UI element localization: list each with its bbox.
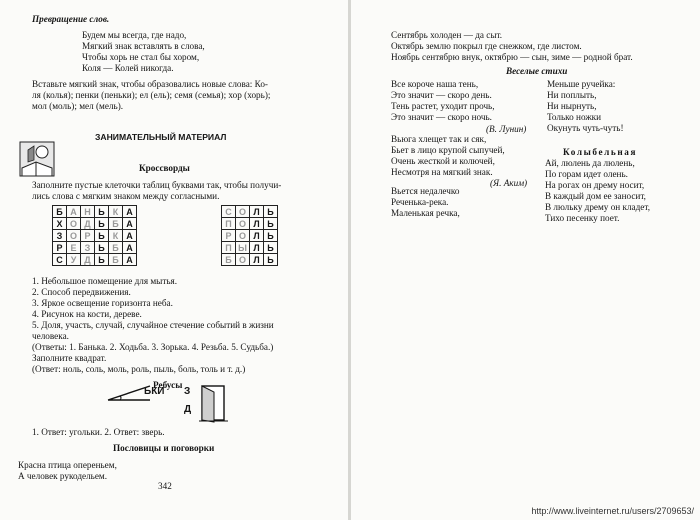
proverb-line: А человек рукодельем.	[18, 471, 108, 481]
month-line: Ноябрь сентябрю внук, октябрю — сын, зиме — родной брат.	[391, 52, 633, 62]
grid-cell: О	[67, 218, 81, 230]
poem-line: Вьюга хлещет так и сяк,	[391, 134, 487, 144]
rebus-2-top: З	[184, 386, 191, 397]
grid-cell: Ы	[236, 242, 250, 254]
grid-cell: Б	[109, 218, 123, 230]
task-text: ля (колья); пенки (пеньки); ел (ель); семя (семья); хор (хорь);	[32, 90, 271, 100]
crossword-grid-1	[52, 205, 137, 266]
heading-crosswords: Кроссворды	[139, 163, 190, 173]
clue-line: 4. Рисунок на кости, дереве.	[32, 309, 142, 319]
grid-cell: Ь	[95, 254, 109, 266]
poem-line: Это значит — скоро день.	[391, 90, 492, 100]
grid-cell: О	[236, 230, 250, 242]
title-fun-verses: Веселые стихи	[506, 66, 568, 76]
grid-cell: Ь	[95, 242, 109, 254]
poem-line: Реченька-река.	[391, 197, 449, 207]
poem-line: Меньше ручейка:	[547, 79, 616, 89]
grid-cell: Ь	[95, 206, 109, 218]
clue-line: 2. Способ передвижения.	[32, 287, 131, 297]
author-credit: (В. Лунин)	[486, 124, 527, 134]
crossword-task: Заполните пустые клеточки таблиц буквами так, чтобы получи-	[32, 180, 282, 190]
grid-cell: З	[81, 242, 95, 254]
heading-proverbs: Пословицы и поговорки	[113, 443, 215, 453]
page-number: 342	[158, 481, 172, 491]
grid-cell: А	[123, 230, 137, 242]
grid-cell: Б	[222, 254, 236, 266]
poem-line: В люльку дрему он кладет,	[545, 202, 650, 212]
heading-rebus: Ребусы	[153, 380, 183, 390]
task-text: мол (моль); мел (мель).	[32, 101, 124, 111]
reading-book-icon	[18, 138, 58, 180]
poem-line: Это значит — скоро ночь.	[391, 112, 492, 122]
grid-cell: Ь	[95, 230, 109, 242]
grid-cell: К	[109, 206, 123, 218]
rebus-2-bottom: Д	[184, 404, 192, 415]
grid-cell: Б	[53, 206, 67, 218]
month-line: Октябрь землю покрыл где снежком, где листом.	[391, 41, 582, 51]
clue-line: 5. Доля, участь, случай, случайное стечение событий в жизни	[32, 320, 274, 330]
grid-cell: Л	[250, 230, 264, 242]
proverb-line: Красна птица опереньем,	[18, 460, 117, 470]
right-page	[351, 0, 700, 520]
answer-line: (Ответ: ноль, соль, моль, роль, пыль, боль, толь и т. д.)	[32, 364, 246, 374]
grid-cell: Л	[250, 242, 264, 254]
poem-line: По горам идет олень.	[545, 169, 628, 179]
poem-line: Окунуть чуть-чуть!	[547, 123, 624, 133]
title-lullaby: Колыбельная	[563, 147, 638, 157]
poem-line: Коля — Колей никогда.	[82, 63, 174, 73]
poem-line: Несмотря на мягкий знак.	[391, 167, 493, 177]
poem-line: В каждый дом ее заносит,	[545, 191, 646, 201]
grid-cell: А	[123, 254, 137, 266]
poem-line: Все короче наша тень,	[391, 79, 479, 89]
grid-cell: А	[123, 218, 137, 230]
watermark-url: http://www.liveinternet.ru/users/2709653/	[531, 506, 694, 516]
grid-cell: Л	[250, 206, 264, 218]
poem-line: Ни нырнуть,	[547, 101, 597, 111]
grid-cell: О	[236, 254, 250, 266]
author-credit: (Я. Аким)	[490, 178, 528, 188]
grid-cell: П	[222, 218, 236, 230]
poem-line: Только ножки	[547, 112, 602, 122]
grid-cell: Х	[53, 218, 67, 230]
month-line: Сентябрь холоден — да сыт.	[391, 30, 503, 40]
clue-line: 3. Яркое освещение горизонта неба.	[32, 298, 173, 308]
clue-line: человека.	[32, 331, 69, 341]
grid-cell: Е	[67, 242, 81, 254]
grid-cell: Ь	[264, 254, 278, 266]
grid-cell: О	[236, 206, 250, 218]
grid-cell: С	[53, 254, 67, 266]
door-rebus-icon	[198, 384, 230, 424]
grid-cell: Ь	[264, 242, 278, 254]
rebus-1-text: ЬКИ	[144, 386, 165, 397]
grid-cell: Р	[53, 242, 67, 254]
grid-cell: О	[236, 218, 250, 230]
section-title: Превращение слов.	[32, 14, 110, 24]
poem-line: Ни поплыть,	[547, 90, 597, 100]
grid-cell: П	[222, 242, 236, 254]
grid-cell: Л	[250, 218, 264, 230]
grid-cell: Р	[81, 230, 95, 242]
poem-line: Вьется недалечко	[391, 186, 460, 196]
grid-cell: А	[123, 242, 137, 254]
poem-line: На рогах он дрему носит,	[545, 180, 645, 190]
answers-line: (Ответы: 1. Банька. 2. Ходьба. 3. Зорька. 4. Резьба. 5. Судьба.)	[32, 342, 274, 352]
poem-line: Тень растет, уходит прочь,	[391, 101, 495, 111]
grid-cell: А	[67, 206, 81, 218]
grid-cell: З	[53, 230, 67, 242]
poem-line: Будем мы всегда, где надо,	[82, 30, 187, 40]
grid-cell: Ь	[264, 230, 278, 242]
left-page	[0, 0, 349, 520]
grid-cell: А	[123, 206, 137, 218]
grid-cell: Л	[250, 254, 264, 266]
grid-cell: Ь	[95, 218, 109, 230]
poem-line: Бьет в лицо крупой сыпучей,	[391, 145, 505, 155]
grid-cell: Н	[81, 206, 95, 218]
grid-cell: О	[67, 230, 81, 242]
poem-line: Ай, люлень да люлень,	[545, 158, 635, 168]
poem-line: Чтобы хорь не стал бы хором,	[82, 52, 200, 62]
heading-fun-material: ЗАНИМАТЕЛЬНЫЙ МАТЕРИАЛ	[95, 132, 227, 142]
grid-cell: Ь	[264, 218, 278, 230]
crossword-task: лись слова с мягким знаком между согласными.	[32, 191, 220, 201]
poem-line: Очень жесткой и колючей,	[391, 156, 495, 166]
clue-line: 1. Небольшое помещение для мытья.	[32, 276, 178, 286]
grid-cell: Р	[222, 230, 236, 242]
grid-cell: К	[109, 230, 123, 242]
poem-line: Маленькая речка,	[391, 208, 460, 218]
grid-cell: У	[67, 254, 81, 266]
grid-cell: Б	[109, 254, 123, 266]
grid-cell: Ь	[264, 206, 278, 218]
poem-line: Мягкий знак вставлять в слова,	[82, 41, 205, 51]
grid-cell: Б	[109, 242, 123, 254]
fill-square-task: Заполните квадрат.	[32, 353, 107, 363]
rebus-answer: 1. Ответ: угольки. 2. Ответ: зверь.	[32, 427, 165, 437]
task-text: Вставьте мягкий знак, чтобы образовались новые слова: Ко-	[32, 79, 268, 89]
crossword-grid-2	[221, 205, 278, 266]
grid-cell: Д	[81, 218, 95, 230]
grid-cell: Д	[81, 254, 95, 266]
poem-line: Тихо песенку поет.	[545, 213, 620, 223]
grid-cell: С	[222, 206, 236, 218]
